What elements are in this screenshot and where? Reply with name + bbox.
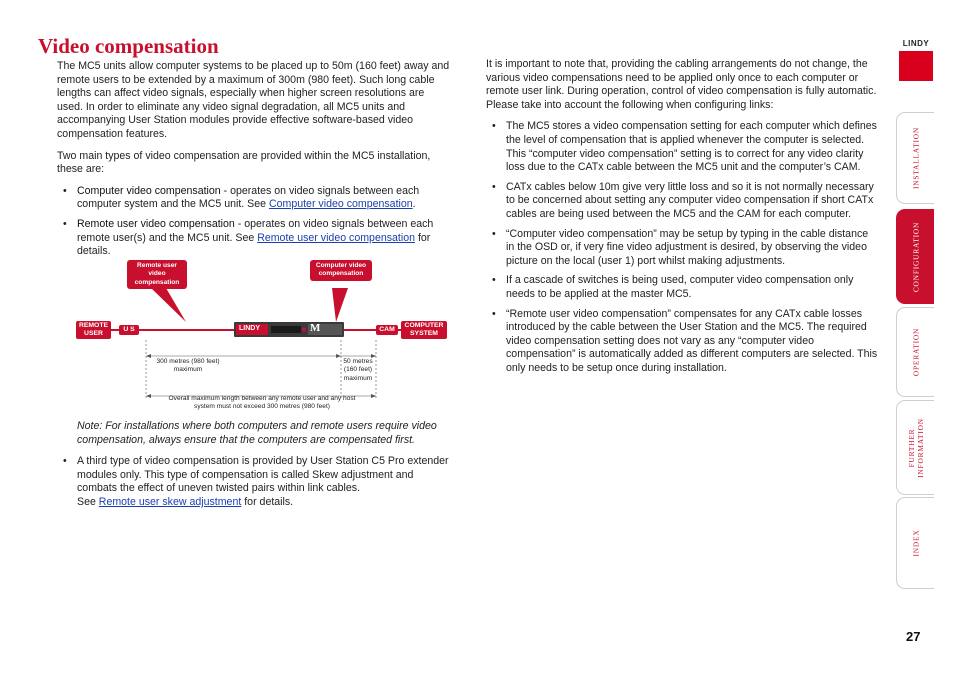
- tab-further-information[interactable]: [896, 400, 934, 495]
- tab-index[interactable]: [896, 497, 934, 589]
- mc5-display: [271, 326, 301, 333]
- tab-label: OPERATION: [911, 327, 920, 377]
- compensation-diagram: [76, 258, 452, 414]
- bullet-text: - operates on video signals between each remote user(s) and the MC5 unit. See: [77, 217, 434, 244]
- page-number: 27: [906, 629, 921, 644]
- tab-label: INDEX: [911, 529, 920, 557]
- mc5-led: [302, 328, 306, 332]
- left-column: [57, 60, 450, 265]
- tab-label: INSTALLATION: [911, 127, 920, 189]
- skew-list: [57, 455, 450, 509]
- bullet-term: Remote user video compensation: [77, 217, 235, 230]
- mc5-lindy-label: LINDY: [239, 325, 260, 332]
- bullet-end: for details.: [241, 495, 294, 508]
- bullet-term: Computer video compensation: [77, 184, 221, 197]
- distance-50-label: 50 metres (160 feet) maximum: [343, 358, 373, 382]
- remote-user-video-compensation-callout: Remote user video compensation: [127, 260, 187, 289]
- list-item: [57, 455, 450, 509]
- remote-user-video-compensation-link[interactable]: Remote user video compensation: [257, 231, 416, 244]
- bullet-end: .: [412, 198, 416, 211]
- computer-system-tag: COMPUTER SYSTEM: [401, 321, 447, 339]
- config-notes-list: [486, 120, 878, 375]
- list-item: • “Remote user video compensation” compensates for any CATx cable losses introduced by the cable between the User Station and the MC5. The required video compensation setting does not vary as any “computer video compensation” is automatically added as different computers are selected. This only needs to be setup once during installation.: [486, 308, 878, 376]
- bullet-end: for details.: [77, 231, 431, 258]
- list-item: • CATx cables below 10m give very little loss and so it is not normally necessary to be concerned about setting any computer video compensation if short CATx cables are being used between the MC5 and the CAM for each computer.: [486, 181, 878, 222]
- tab-label: CONFIGURATION: [911, 221, 920, 292]
- overall-distance-label: Overall maximum length between any remote user and any host system must not exceed 300 metres (980 feet): [168, 395, 356, 411]
- list-item: • “Computer video compensation” may be setup by typing in the cable distance in the OSD or, if very fine video adjustment is desired, by observing the video picture on the local (user 1) port whilst making adjustments.: [486, 228, 878, 269]
- list-item: • If a cascade of switches is being used, computer video compensation only needs to be applied at the master MC5.: [486, 274, 878, 301]
- bullet-see: See: [77, 495, 99, 508]
- tab-configuration[interactable]: [896, 209, 934, 304]
- bullet-text: A third type of video compensation is provided by User Station C5 Pro extender modules only. This type of compensation is called Skew adjustment and combats the effect of uneven twisted pairs within link cables.: [77, 455, 449, 495]
- cam-tag: CAM: [376, 325, 398, 335]
- note-paragraph: Note: For installations where both computers and remote users require video compensation, always ensure that the computers are compensated first.: [77, 420, 437, 446]
- left-column-lower: [57, 420, 450, 516]
- distance-300-label: 300 metres (980 feet) maximum: [156, 358, 220, 374]
- remote-user-skew-adjustment-link[interactable]: Remote user skew adjustment: [98, 495, 242, 508]
- remote-user-tag: REMOTE USER: [76, 321, 111, 339]
- computer-video-compensation-link[interactable]: Computer video compensation: [268, 198, 413, 211]
- computer-callout-pointer: [332, 288, 348, 322]
- mc5-m-label: M: [310, 322, 321, 334]
- types-list: [57, 185, 450, 259]
- lindy-logo: [899, 51, 933, 81]
- types-paragraph: Two main types of video compensation are provided within the MC5 installation, these are:: [57, 149, 431, 176]
- tab-operation[interactable]: [896, 307, 934, 397]
- tab-label: FURTHER INFORMATION: [906, 417, 925, 478]
- page-title: Video compensation: [38, 34, 219, 58]
- remote-callout-pointer: [151, 288, 186, 322]
- lindy-logo-text: LINDY: [902, 39, 930, 48]
- tab-installation[interactable]: [896, 112, 934, 204]
- right-intro-paragraph: It is important to note that, providing the cabling arrangements do not change, the various video compensations need to be applied only once to each computer or remote user link. During operation, control of video compensation is fully automatic. Please take into account the following when configuring links:: [486, 58, 877, 111]
- computer-video-compensation-callout: Computer video compensation: [310, 260, 372, 281]
- intro-paragraph: The MC5 units allow computer systems to be placed up to 50m (160 feet) away and remote users to be extended by a maximum of 300m (980 feet). Such long cable lengths can affect video signals, especially when higher screen resolutions are used. In order to eliminate any video signal degradation, all MC5 units and accompanying User Station modules provide effective software-based video compensation features.: [57, 60, 450, 140]
- list-item: • The MC5 stores a video compensation setting for each computer which defines the level of compensation that is applied whenever the computer is selected. This “computer video compensation” setting is to correct for any video clarity loss due to the CATx cable between the MC5 unit and the computer’s CAM.: [486, 120, 878, 174]
- user-station-tag: U S: [119, 325, 139, 335]
- list-item: [57, 218, 450, 259]
- bullet-text: - operates on video signals between each computer system and the MC5 unit. See: [77, 184, 420, 211]
- list-item: [57, 185, 450, 212]
- right-column: [486, 58, 878, 381]
